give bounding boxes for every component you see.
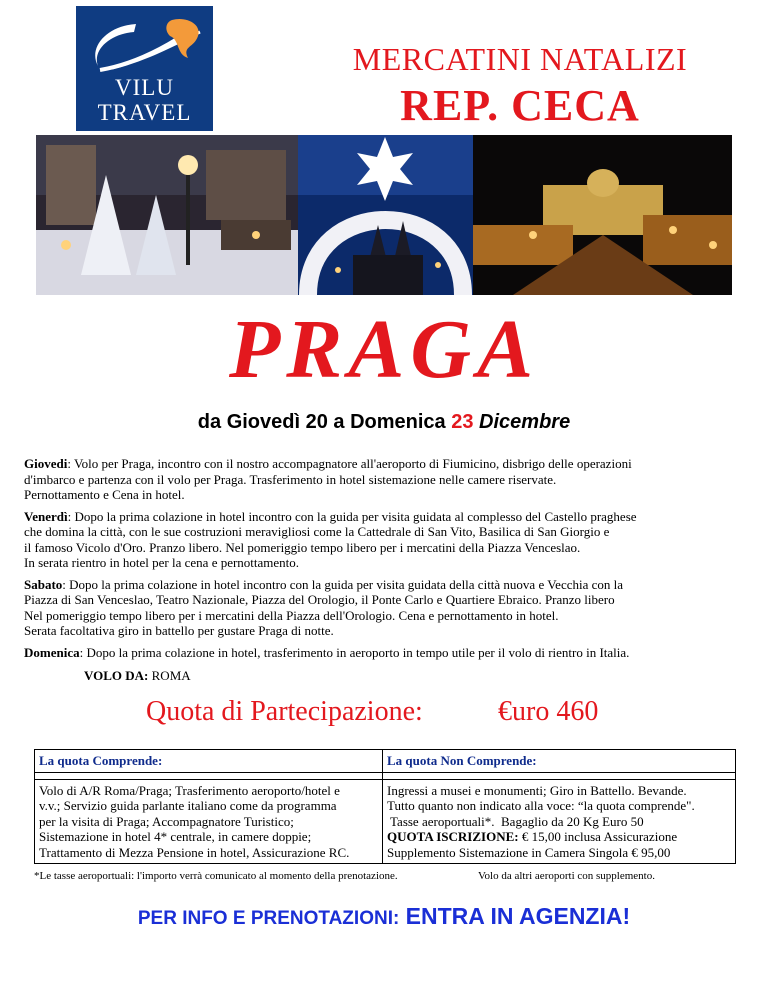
itinerary-day <box>24 509 740 571</box>
day-text-line: che domina la città, con le sue costruzioni meravigliosi come la Cattedrale di San Vito, Basilica di San Giorgio e <box>24 524 610 539</box>
photo-christmas-market <box>36 135 298 295</box>
day-name: Sabato <box>24 576 63 592</box>
itinerary-day <box>24 456 740 503</box>
not-included-line: Tasse aeroportuali*. Bagaglio da 20 Kg Euro 50 <box>387 813 644 829</box>
itinerary-day <box>24 645 740 661</box>
not-included-line: Tutto quanto non indicato alla voce: “la quota comprende". <box>387 798 695 813</box>
destination-title: PRAGA <box>228 303 540 396</box>
table-spacer <box>35 773 383 780</box>
header-not-included: La quota Non Comprende: <box>383 750 735 773</box>
day-text-line: il famoso Vicolo d'Oro. Pranzo libero. Nel pomeriggio tempo libero per i mercatini della Piazza Venceslao. <box>24 539 581 555</box>
day-text-line: Serata facoltativa giro in battello per gustare Praga di notte. <box>24 623 334 638</box>
footnote-supplemento: Volo da altri aeroporti con supplemento. <box>478 870 655 882</box>
quota-price: €uro 460 <box>498 696 599 727</box>
day-text-line: Piazza di San Venceslao, Teatro Nazionale, Piazza del Orologio, il Ponte Carlo e Quartiere Ebraico. Pranzo libero <box>24 592 615 607</box>
page-title: MERCATINI NATALIZI <box>352 41 688 77</box>
iscrizione-label: QUOTA ISCRIZIONE: <box>387 829 519 844</box>
itinerary <box>24 456 740 666</box>
dates-day: 23 <box>451 411 474 433</box>
volo-value: ROMA <box>151 668 191 683</box>
day-text-line: Nel pomeriggio tempo libero per i mercatini della Piazza dell'Orologio. Cena e pernottamento in hotel. <box>24 607 559 623</box>
included-line: Sistemazione in hotel 4* centrale, in camere doppie; <box>39 829 312 844</box>
day-name: Domenica <box>24 644 80 660</box>
volo-label: VOLO DA: <box>84 668 149 683</box>
iscrizione-line <box>387 829 731 845</box>
page-subtitle: REP. CECA <box>400 81 640 130</box>
quota-label: Quota di Partecipazione: <box>146 696 423 727</box>
dates-prefix: da Giovedì 20 a Domenica <box>197 411 446 433</box>
departure-info <box>84 668 191 684</box>
included-list <box>35 780 383 864</box>
quota-table <box>34 749 736 864</box>
day-text-line: : Dopo la prima colazione in hotel incontro con la guida per visita guidata della città nuova e Vecchia con la <box>62 576 624 592</box>
iscrizione-value: € 15,00 inclusa Assicurazione <box>518 829 678 844</box>
included-line: Trattamento di Mezza Pensione in hotel, Assicurazione RC. <box>39 844 350 860</box>
header-included: La quota Comprende: <box>35 750 383 773</box>
not-included-line: Ingressi a musei e monumenti; Giro in Battello. Bevande. <box>387 782 687 798</box>
info-part1: PER INFO E PRENOTAZIONI: <box>137 908 400 929</box>
table-spacer-row <box>35 773 735 780</box>
day-text-line: : Dopo la prima colazione in hotel, trasferimento in aeroporto in tempo utile per il volo di rientro in Italia. <box>79 644 630 660</box>
vilu-travel-logo <box>76 6 213 131</box>
info-part2: ENTRA IN AGENZIA! <box>399 903 631 929</box>
table-spacer <box>383 773 735 780</box>
day-text-line: : Volo per Praga, incontro con il nostro accompagnatore all'aeroporto di Fiumicino, disbrigo delle operazioni <box>67 456 632 471</box>
day-text-line: : Dopo la prima colazione in hotel incontro con la guida per visita guidata al complesso del Castello praghese <box>67 508 637 524</box>
travel-dates <box>0 408 768 436</box>
info-banner <box>0 900 768 936</box>
included-line: Volo di A/R Roma/Praga; Trasferimento aeroporto/hotel e <box>39 782 340 798</box>
supplemento-line: Supplemento Sistemazione in Camera Singola € 95,00 <box>387 844 671 860</box>
logo-text-line2: TRAVEL <box>97 100 192 125</box>
table-body-row <box>35 780 735 864</box>
footnote-tasse: *Le tasse aeroportuali: l'importo verrà comunicato al momento della prenotazione. <box>34 870 398 882</box>
photo-wenceslas-square <box>473 135 732 295</box>
day-text-line: Pernottamento e Cena in hotel. <box>24 487 185 502</box>
day-name: Giovedi <box>24 456 68 471</box>
included-line: per la visita di Praga; Accompagnatore Turistico; <box>39 813 294 829</box>
photo-star-arch <box>298 135 473 295</box>
not-included-list <box>383 780 735 864</box>
day-text-line: In serata rientro in hotel per la cena e pernottamento. <box>24 555 300 570</box>
dates-month: Dicembre <box>479 411 571 433</box>
day-name: Venerdì <box>24 508 68 524</box>
logo-text-line1: VILU <box>115 75 174 100</box>
itinerary-day <box>24 577 740 639</box>
included-line: v.v.; Servizio guida parlante italiano come da programma <box>39 798 337 813</box>
table-header-row <box>35 750 735 773</box>
day-text-line: d'imbarco e partenza con il volo per Praga. Trasferimento in hotel sistemazione nelle camere riservate. <box>24 471 557 487</box>
